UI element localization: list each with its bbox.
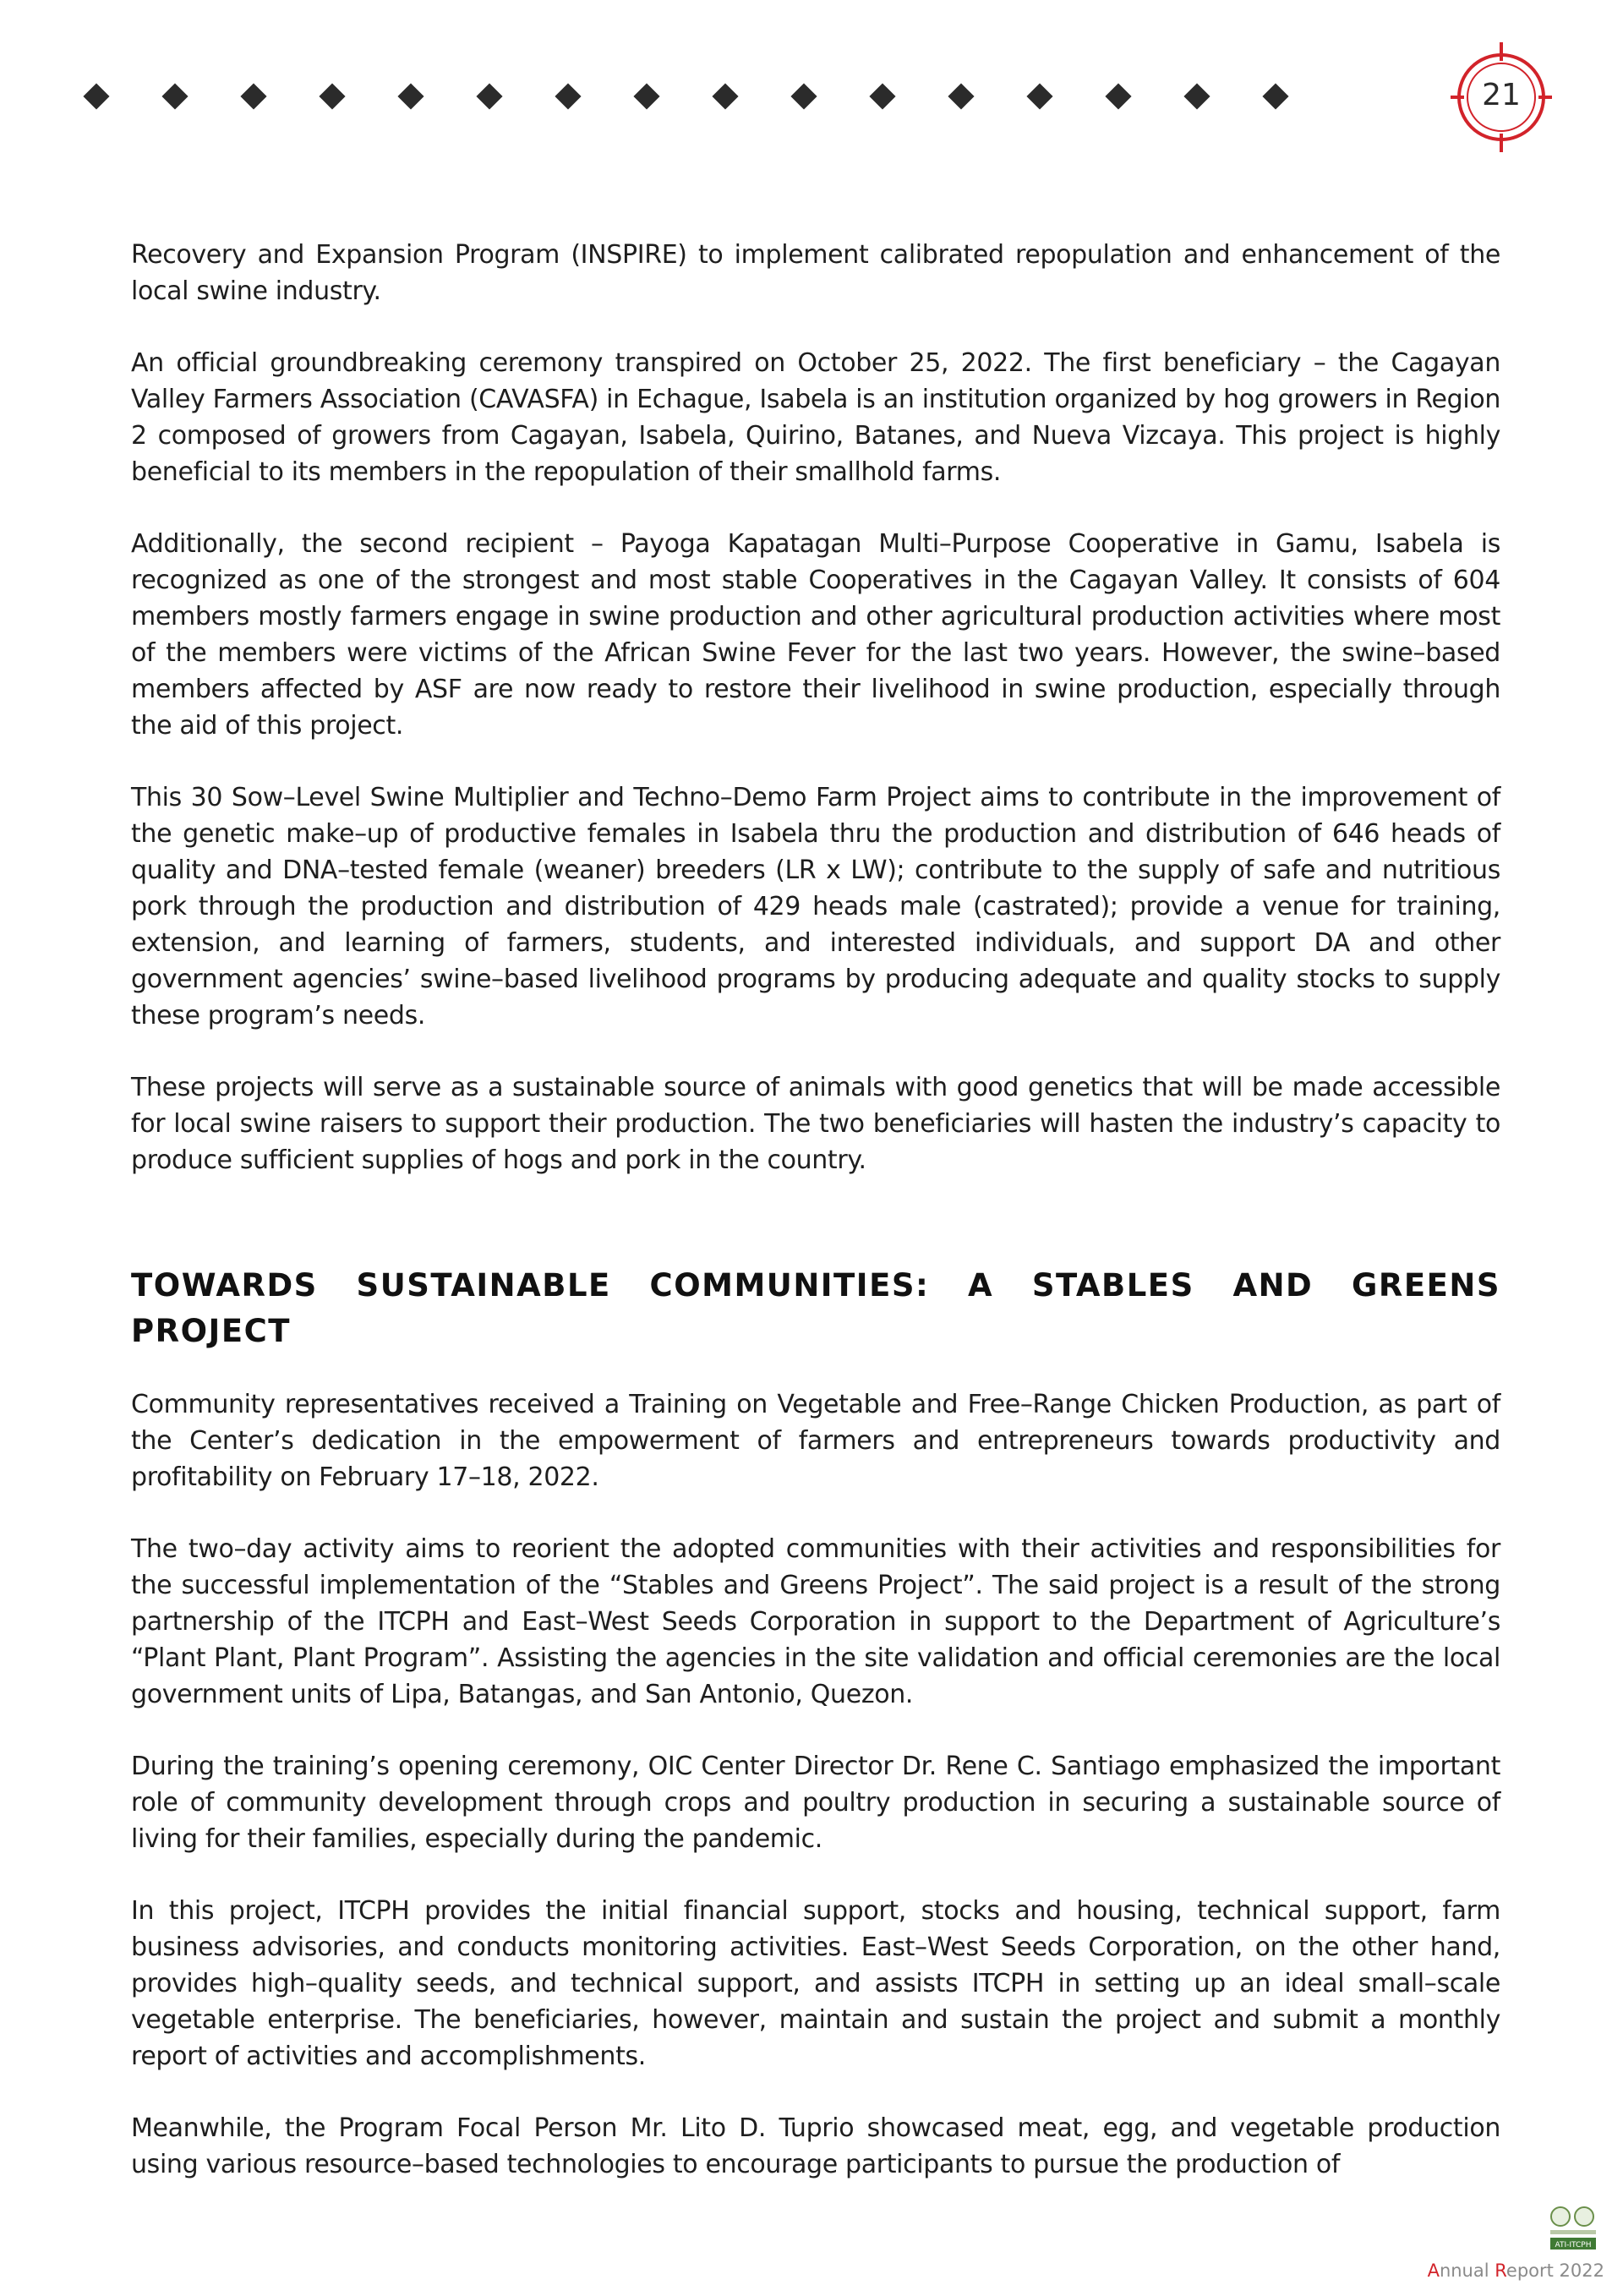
- diamond-icon: [633, 83, 659, 109]
- diamond-icon: [1026, 83, 1052, 109]
- paragraph: Additionally, the second recipient – Payoga Kapatagan Multi–Purpose Cooperative in Gamu, Isabela is recognized as one of the strongest and most stable Cooperatives in the Cagayan Valley. It consists of 604 members mostly farmers engage in swine production and other agricultural production activities where most of the members were victims of the African Swine Fever for the last two years. However, the swine–based members affected by ASF are now ready to restore their livelihood in swine production, especially through the aid of this project.: [131, 529, 1500, 741]
- paragraph: Recovery and Expansion Program (INSPIRE) to implement calibrated repopulation and enhancement of the local swine industry.: [131, 240, 1500, 306]
- page-number: 21: [1482, 78, 1521, 112]
- page-header: [0, 0, 1623, 203]
- diamond-icon: [397, 83, 424, 109]
- diamond-icon: [948, 83, 974, 109]
- footer-accent-a: A: [1427, 2260, 1440, 2281]
- diamond-icon: [1262, 83, 1288, 109]
- paragraph: Community representatives received a Training on Vegetable and Free–Range Chicken Production, as part of the Center’s dedication in the empowerment of farmers and entrepreneurs towards productivity and profitability on February 17–18, 2022.: [131, 1390, 1500, 1492]
- paragraph: Meanwhile, the Program Focal Person Mr. Lito D. Tuprio showcased meat, egg, and vegetable production using various resource–based technologies to encourage participants to pursue the production of: [131, 2113, 1500, 2179]
- diamond-icon: [240, 83, 266, 109]
- footer-accent-r: R: [1495, 2260, 1506, 2281]
- paragraph: In this project, ITCPH provides the initial financial support, stocks and housing, technical support, farm business advisories, and conducts monitoring activities. East–West Seeds Corporation, on the other hand, provides high–quality seeds, and technical support, and assists ITCPH in setting up an ideal small–scale vegetable enterprise. The beneficiaries, however, maintain and sustain the project and submit a monthly report of activities and accomplishments.: [131, 1896, 1500, 2071]
- paragraph: An official groundbreaking ceremony transpired on October 25, 2022. The first beneficiary – the Cagayan Valley Farmers Association (CAVASFA) in Echague, Isabela is an institution organized by hog growers in Region 2 composed of growers from Cagayan, Isabela, Quirino, Batanes, and Nueva Vizcaya. This project is highly beneficial to its members in the repopulation of their smallhold farms.: [131, 348, 1500, 487]
- paragraph: During the training’s opening ceremony, OIC Center Director Dr. Rene C. Santiago emphasized the important role of community development through crops and poultry production in securing a sustainable source of living for their families, especially during the pandemic.: [131, 1752, 1500, 1854]
- paragraph: These projects will serve as a sustainable source of animals with good genetics that will be made accessible for local swine raisers to support their production. The two beneficiaries will hasten the industry’s capacity to produce sufficient supplies of hogs and pork in the country.: [131, 1073, 1500, 1175]
- page-number-badge: [1451, 42, 1552, 152]
- article-body: [131, 237, 1500, 2218]
- diamond-icon: [476, 83, 502, 109]
- section-heading: TOWARDS SUSTAINABLE COMMUNITIES: A STABLES AND GREENS PROJECT: [131, 1267, 1500, 1349]
- diamond-icon: [1183, 83, 1210, 109]
- paragraph: This 30 Sow–Level Swine Multiplier and Techno–Demo Farm Project aims to contribute in the improvement of the genetic make–up of productive females in Isabela thru the production and distribution of 646 heads of quality and DNA–tested female (weaner) breeders (LR x LW); contribute to the supply of safe and nutritious pork through the production and distribution of 429 heads male (castrated); provide a venue for training, extension, and learning of farmers, students, and interested individuals, and support DA and other government agencies’ swine–based livelihood programs by producing adequate and quality stocks to supply these program’s needs.: [131, 783, 1500, 1030]
- diamond-icon: [161, 83, 188, 109]
- paragraph: The two–day activity aims to reorient the adopted communities with their activities and responsibilities for the successful implementation of the “Stables and Greens Project”. The said project is a result of the strong partnership of the ITCPH and East–West Seeds Corporation in support to the Department of Agriculture’s “Plant Plant, Plant Program”. Assisting the agencies in the site validation and official ceremonies are the local government units of Lipa, Batangas, and San Antonio, Quezon.: [131, 1534, 1500, 1709]
- footer-annual-rest: nnual: [1439, 2260, 1495, 2281]
- diamond-icon: [790, 83, 817, 109]
- logo-emblem-icon: [1545, 2205, 1601, 2252]
- diamond-icon: [869, 83, 895, 109]
- ati-itcph-logo: [1545, 2205, 1601, 2252]
- diamond-icon: [712, 83, 738, 109]
- footer-report-rest: eport 2022: [1506, 2260, 1604, 2281]
- diamond-icon: [1105, 83, 1131, 109]
- diamond-icon: [319, 83, 345, 109]
- diamond-icon: [555, 83, 581, 109]
- logo-label: ATI-ITCPH: [1555, 2241, 1592, 2250]
- diamond-icon: [83, 83, 109, 109]
- footer-annual-report: [1427, 2260, 1604, 2281]
